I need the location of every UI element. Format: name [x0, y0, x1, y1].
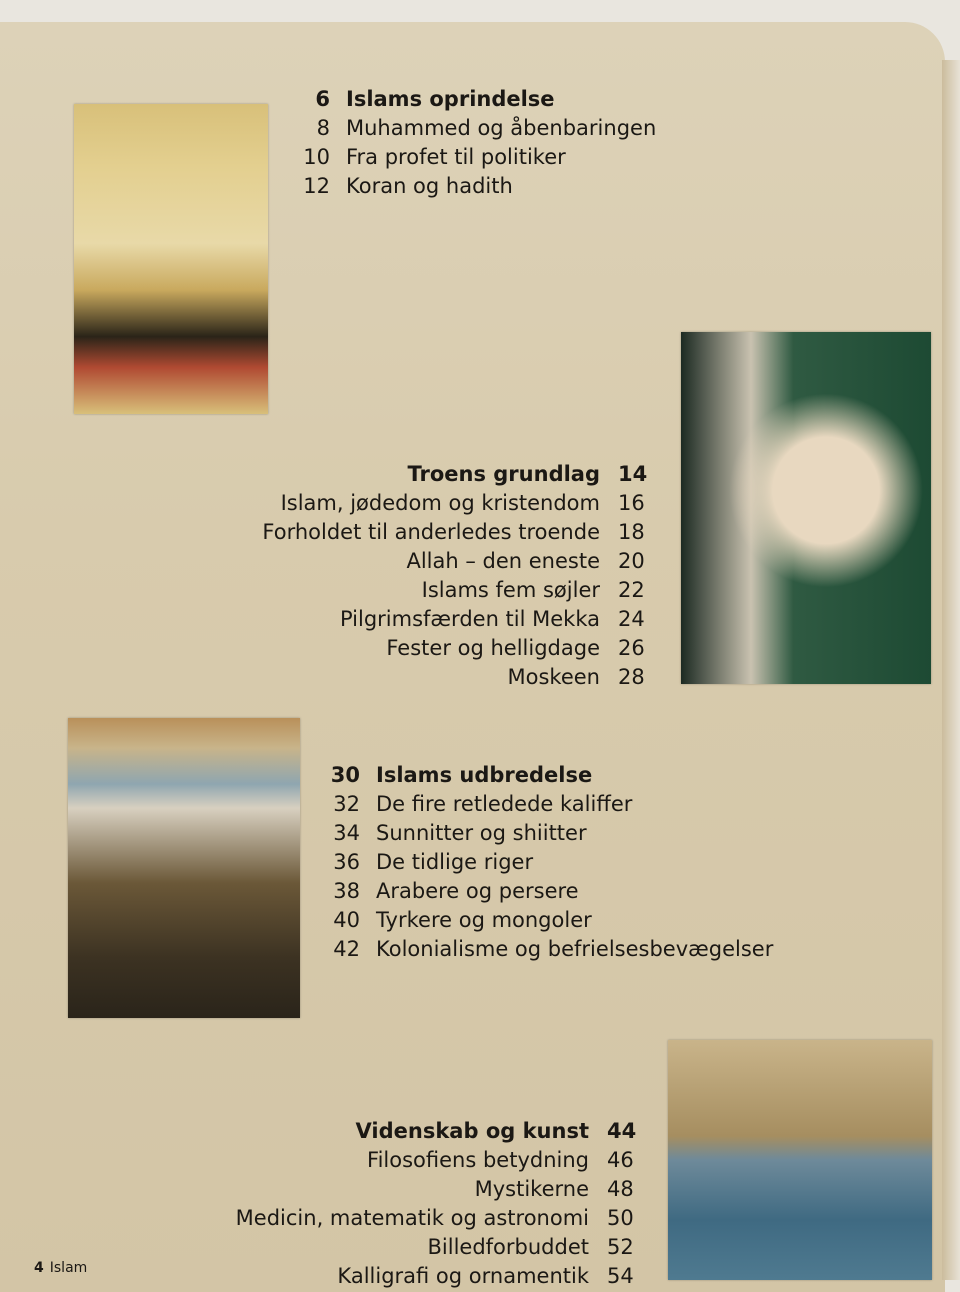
- toc-item[interactable]: 36 De tidlige riger: [333, 850, 534, 874]
- toc-item[interactable]: Mystikerne 48: [474, 1177, 634, 1201]
- toc-item[interactable]: Allah – den eneste 20: [406, 549, 645, 573]
- toc-item[interactable]: 10 Fra profet til politiker: [303, 145, 566, 169]
- toc-heading[interactable]: Videnskab og kunst 44: [355, 1119, 637, 1143]
- toc-section-2: [262, 460, 646, 692]
- toc-item[interactable]: Kalligrafi og ornamentik 54: [337, 1264, 634, 1288]
- toc-item[interactable]: 8 Muhammed og åbenbaringen: [316, 116, 657, 140]
- toc-heading[interactable]: Troens grundlag 14: [407, 462, 648, 486]
- toc-item[interactable]: 42 Kolonialisme og befrielsesbevægelser: [333, 937, 774, 961]
- toc-item[interactable]: Forholdet til anderledes troende 18: [262, 520, 645, 544]
- mosque-tile-image: [668, 1040, 932, 1280]
- toc-item[interactable]: Medicin, matematik og astronomi 50: [235, 1206, 634, 1230]
- toc-item[interactable]: Pilgrimsfærden til Mekka 24: [339, 607, 645, 631]
- page-footer: [34, 1260, 87, 1276]
- toc-item[interactable]: Filosofiens betydning 46: [367, 1148, 634, 1172]
- book-title: Islam: [49, 1260, 88, 1276]
- battle-miniature-image: [68, 718, 300, 1018]
- toc-section-1: [296, 85, 656, 201]
- toc-item[interactable]: Islams fem søjler 22: [421, 578, 645, 602]
- man-reading-quran-image: [681, 332, 931, 684]
- toc-item[interactable]: 12 Koran og hadith: [303, 174, 513, 198]
- toc-item[interactable]: 40 Tyrkere og mongoler: [333, 908, 592, 932]
- toc-section-4: [236, 1117, 635, 1291]
- toc-heading[interactable]: 6 Islams oprindelse: [315, 87, 555, 111]
- toc-section-3: [326, 761, 773, 964]
- persian-miniature-image: [74, 104, 268, 414]
- toc-item[interactable]: Islam, jødedom og kristendom 16: [280, 491, 645, 515]
- toc-heading[interactable]: 30 Islams udbredelse: [330, 763, 593, 787]
- toc-item[interactable]: 32 De fire retledede kaliffer: [333, 792, 633, 816]
- toc-item[interactable]: Fester og helligdage 26: [386, 636, 645, 660]
- toc-item[interactable]: 34 Sunnitter og shiitter: [333, 821, 587, 845]
- toc-item[interactable]: Billedforbuddet 52: [427, 1235, 634, 1259]
- toc-item[interactable]: 38 Arabere og persere: [333, 879, 579, 903]
- page-number: 4: [34, 1260, 44, 1276]
- page-edge: [942, 60, 960, 1280]
- toc-item[interactable]: Moskeen 28: [507, 665, 645, 689]
